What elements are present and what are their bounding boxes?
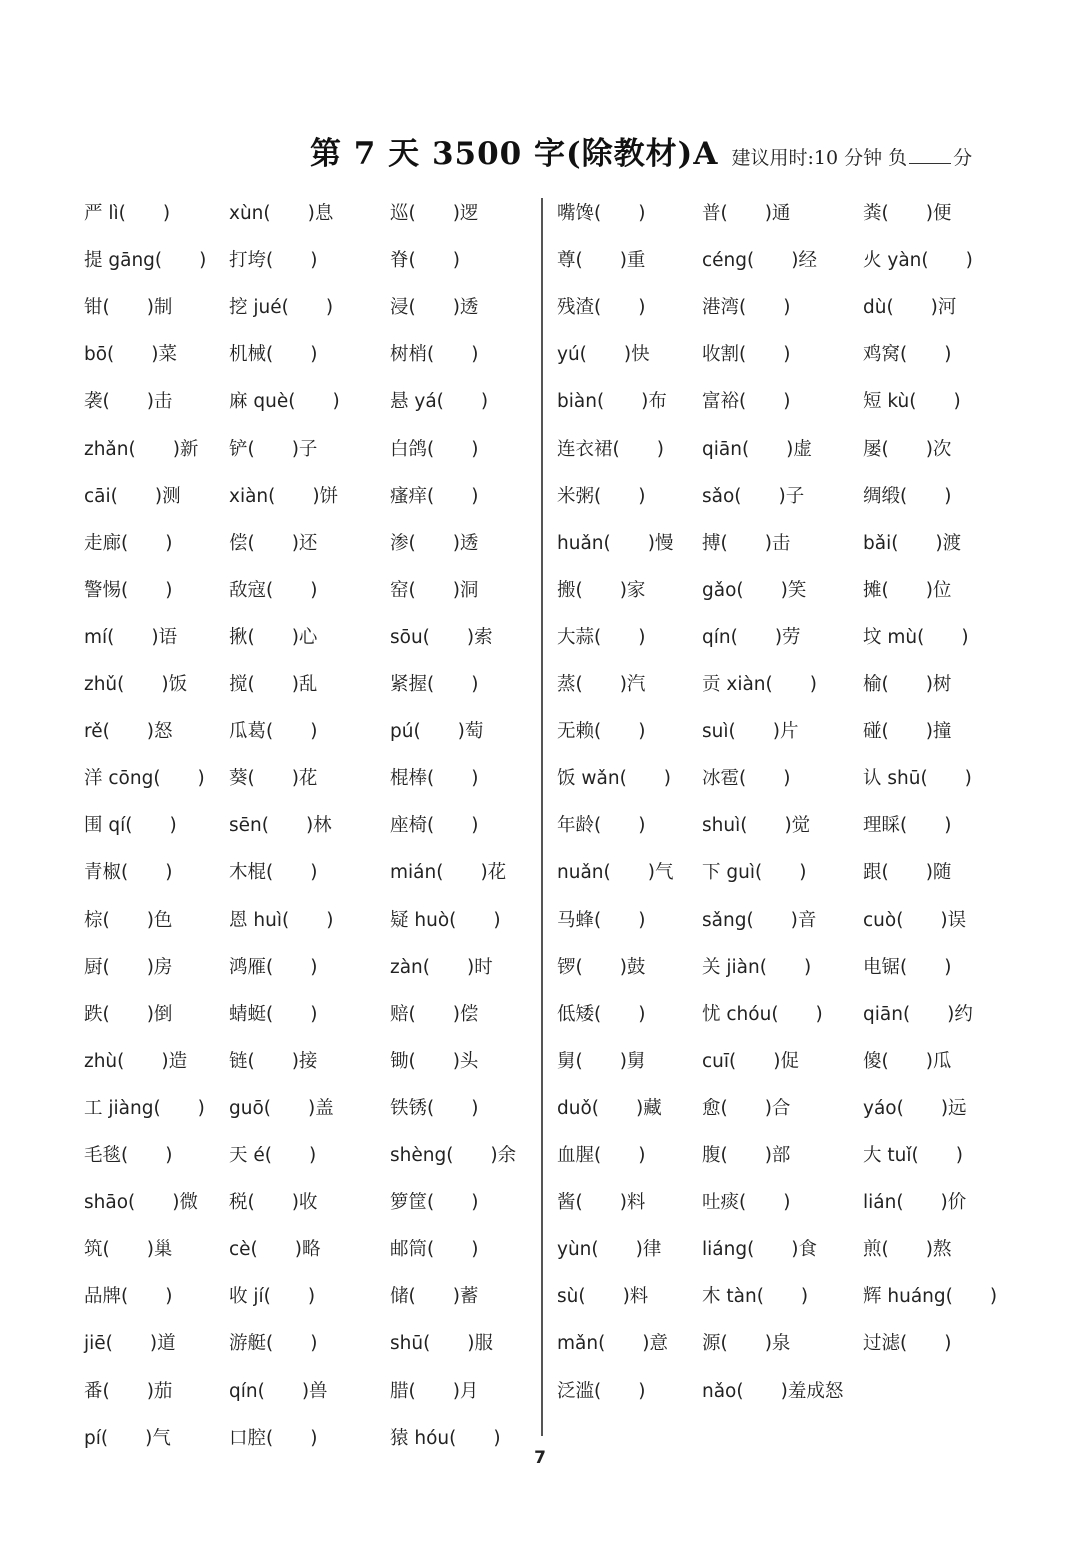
- exercise-item: 蒸( )汽: [557, 674, 646, 695]
- exercise-item: 尊( )重: [557, 250, 646, 272]
- exercise-item: 大蒜( ): [557, 626, 646, 648]
- exercise-item: 坟 mù( ): [863, 626, 969, 648]
- exercise-item: yùn( )律: [557, 1239, 662, 1261]
- exercise-item: 普( )通: [702, 203, 791, 224]
- exercise-item: mí( )语: [84, 626, 178, 648]
- exercise-item: shèng( )余: [390, 1145, 517, 1166]
- exercise-item: gǎo( )笑: [702, 579, 807, 601]
- hint-prefix: 建议用时:10 分钟 负: [731, 147, 908, 169]
- exercise-item: 摊( )位: [863, 579, 952, 601]
- exercise-item: 舅( )舅: [557, 1050, 646, 1072]
- exercise-item: 过滤( ): [863, 1333, 952, 1355]
- exercise-item: cāi( )测: [84, 485, 181, 507]
- exercise-item: 血腥( ): [557, 1145, 646, 1166]
- exercise-item: sōu( )索: [390, 626, 493, 648]
- exercise-item: 恩 huì( ): [229, 909, 334, 931]
- exercise-item: 粪( )便: [863, 203, 952, 224]
- exercise-item: mǎn( )意: [557, 1333, 669, 1355]
- exercise-item: shū( )服: [390, 1333, 494, 1355]
- exercise-item: liáng( )食: [702, 1239, 818, 1261]
- exercise-item: 嘴馋( ): [557, 203, 646, 224]
- exercise-item: 贡 xiàn( ): [702, 674, 817, 695]
- exercise-item: 连衣裙( ): [557, 438, 664, 460]
- exercise-item: 搬( )家: [557, 579, 646, 601]
- exercise-item: qiān( )约: [863, 1003, 973, 1025]
- exercise-item: shāo( )微: [84, 1192, 198, 1214]
- exercise-item: 港湾( ): [702, 297, 791, 319]
- exercise-item: 泛滥( ): [557, 1380, 646, 1402]
- exercise-item: 腊( )月: [390, 1380, 479, 1402]
- column-divider: [541, 198, 543, 1436]
- hint-suffix: 分: [953, 147, 973, 169]
- exercise-item: xiàn( )饼: [229, 485, 339, 507]
- exercise-item: cè( )略: [229, 1239, 321, 1261]
- exercise-item: 瓜葛( ): [229, 721, 318, 743]
- exercise-item: mián( )花: [390, 862, 507, 884]
- exercise-item: 青椒( ): [84, 862, 173, 884]
- exercise-item: 绸缎( ): [863, 485, 952, 507]
- exercise-item: 铲( )子: [229, 438, 318, 460]
- exercise-item: 腹( )部: [702, 1145, 791, 1166]
- exercise-item: yú( )快: [557, 344, 650, 366]
- exercise-item: 棕( )色: [84, 909, 173, 931]
- exercise-item: 电锯( ): [863, 956, 952, 978]
- exercise-item: 葵( )花: [229, 768, 318, 790]
- exercise-item: huǎn( )慢: [557, 532, 674, 554]
- exercise-item: 跟( )随: [863, 862, 952, 884]
- exercise-item: 棍棒( ): [390, 768, 479, 790]
- exercise-item: 马蜂( ): [557, 909, 646, 931]
- exercise-item: 筑( )巢: [84, 1239, 173, 1261]
- page-title: 第 7 天 3500 字(除教材)A: [310, 136, 719, 172]
- exercise-item: sēn( )林: [229, 815, 332, 837]
- exercise-item: jiē( )道: [84, 1333, 176, 1355]
- exercise-item: suì( )片: [702, 721, 799, 743]
- exercise-item: 箩筐( ): [390, 1192, 479, 1214]
- exercise-item: 吐痰( ): [702, 1192, 791, 1214]
- exercise-item: 悬 yá( ): [390, 391, 489, 413]
- exercise-item: 天 é( ): [229, 1145, 317, 1166]
- exercise-item: 储( )蓄: [390, 1286, 479, 1308]
- exercise-item: 麻 què( ): [229, 391, 340, 413]
- exercise-item: dù( )河: [863, 297, 957, 319]
- exercise-item: 饭 wǎn( ): [557, 768, 672, 790]
- exercise-item: 挖 jué( ): [229, 297, 334, 319]
- exercise-item: 窑( )洞: [390, 579, 479, 601]
- exercise-item: zhù( )造: [84, 1050, 188, 1072]
- exercise-item: duǒ( )藏: [557, 1097, 662, 1119]
- exercise-item: 蜻蜓( ): [229, 1003, 318, 1025]
- exercise-item: 愈( )合: [702, 1097, 791, 1119]
- exercise-item: 钳( )制: [84, 297, 173, 319]
- exercise-item: pí( )气: [84, 1427, 171, 1449]
- exercise-item: 榆( )树: [863, 674, 952, 695]
- exercise-item: zhǎn( )新: [84, 438, 199, 460]
- exercise-item: 链( )接: [229, 1050, 318, 1072]
- exercise-item: 打垮( ): [229, 250, 318, 272]
- exercise-item: 机械( ): [229, 344, 318, 366]
- exercise-item: 富裕( ): [702, 391, 791, 413]
- exercise-item: 脊( ): [390, 250, 460, 272]
- exercise-item: 下 guì( ): [702, 862, 807, 884]
- exercise-item: 鸿雁( ): [229, 956, 318, 978]
- exercise-item: 偿( )还: [229, 532, 318, 554]
- exercise-item: zàn( )时: [390, 956, 493, 978]
- exercise-item: 白鸽( ): [390, 438, 479, 460]
- exercise-item: guō( )盖: [229, 1097, 334, 1119]
- exercise-item: sǎo( )子: [702, 485, 805, 507]
- exercise-item: 走廊( ): [84, 532, 173, 554]
- exercise-item: bō( )菜: [84, 344, 177, 366]
- exercise-item: 渗( )透: [390, 532, 479, 554]
- exercise-item: 锣( )鼓: [557, 956, 646, 978]
- exercise-item: 洋 cōng( ): [84, 768, 205, 790]
- exercise-item: 屡( )次: [863, 438, 952, 460]
- exercise-item: 搅( )乱: [229, 674, 318, 695]
- exercise-item: 碰( )撞: [863, 721, 952, 743]
- exercise-item: pú( )萄: [390, 721, 484, 743]
- exercise-item: 锄( )头: [390, 1050, 479, 1072]
- exercise-item: shuì( )觉: [702, 815, 811, 837]
- exercise-item: 番( )茄: [84, 1380, 173, 1402]
- exercise-item: sǎng( )音: [702, 909, 817, 931]
- exercise-item: 短 kù( ): [863, 391, 961, 413]
- exercise-item: 毛毯( ): [84, 1145, 173, 1166]
- exercise-item: 围 qí( ): [84, 815, 177, 837]
- exercise-item: 揪( )心: [229, 626, 318, 648]
- exercise-item: 瘙痒( ): [390, 485, 479, 507]
- exercise-item: 米粥( ): [557, 485, 646, 507]
- exercise-item: 认 shū( ): [863, 768, 972, 790]
- exercise-item: nǎo( )羞成怒: [702, 1380, 844, 1402]
- exercise-item: biàn( )布: [557, 391, 667, 413]
- exercise-item: 木棍( ): [229, 862, 318, 884]
- exercise-item: 口腔( ): [229, 1427, 318, 1449]
- exercise-item: 敌寇( ): [229, 579, 318, 601]
- exercise-item: 收 jí( ): [229, 1286, 316, 1308]
- exercise-item: 袭( )击: [84, 391, 173, 413]
- exercise-item: 座椅( ): [390, 815, 479, 837]
- exercise-item: 跌( )倒: [84, 1003, 173, 1025]
- exercise-item: 厨( )房: [84, 956, 173, 978]
- exercise-item: 警惕( ): [84, 579, 173, 601]
- exercise-item: 收割( ): [702, 344, 791, 366]
- exercise-item: cuī( )促: [702, 1050, 799, 1072]
- exercise-item: 税( )收: [229, 1192, 318, 1214]
- exercise-item: 理睬( ): [863, 815, 952, 837]
- exercise-item: 源( )泉: [702, 1333, 791, 1355]
- exercise-item: 搏( )击: [702, 532, 791, 554]
- exercise-item: zhǔ( )饭: [84, 674, 188, 695]
- exercise-item: 鸡窝( ): [863, 344, 952, 366]
- exercise-item: 提 gāng( ): [84, 250, 207, 272]
- exercise-item: 低矮( ): [557, 1003, 646, 1025]
- exercise-item: yáo( )远: [863, 1097, 967, 1119]
- exercise-item: lián( )价: [863, 1192, 967, 1214]
- exercise-item: qín( )劳: [702, 626, 801, 648]
- exercise-item: 浸( )透: [390, 297, 479, 319]
- exercise-item: 品牌( ): [84, 1286, 173, 1308]
- exercise-item: qiān( )虚: [702, 438, 812, 460]
- exercise-item: 煎( )熬: [863, 1239, 952, 1261]
- exercise-item: cuò( )误: [863, 909, 967, 931]
- exercise-item: 工 jiàng( ): [84, 1097, 205, 1119]
- exercise-item: 铁锈( ): [390, 1097, 479, 1119]
- exercise-item: 大 tuǐ( ): [863, 1145, 963, 1166]
- exercise-item: bǎi( )渡: [863, 532, 962, 554]
- exercise-item: qín( )兽: [229, 1380, 328, 1402]
- exercise-item: 树梢( ): [390, 344, 479, 366]
- exercise-item: sù( )料: [557, 1286, 649, 1308]
- exercise-item: 疑 huò( ): [390, 909, 501, 931]
- exercise-item: 傻( )瓜: [863, 1050, 952, 1072]
- exercise-item: 游艇( ): [229, 1333, 318, 1355]
- exercise-item: 无赖( ): [557, 721, 646, 743]
- exercise-item: nuǎn( )气: [557, 862, 674, 884]
- exercise-item: 酱( )料: [557, 1192, 646, 1214]
- exercise-item: rě( )怒: [84, 721, 173, 743]
- page-number: 7: [534, 1448, 546, 1468]
- exercise-item: 巡( )逻: [390, 203, 479, 224]
- exercise-item: 赔( )偿: [390, 1003, 479, 1025]
- exercise-item: 严 lì( ): [84, 203, 171, 224]
- exercise-item: 残渣( ): [557, 297, 646, 319]
- exercise-item: 邮筒( ): [390, 1239, 479, 1261]
- exercise-item: 冰雹( ): [702, 768, 791, 790]
- exercise-item: 忧 chóu( ): [702, 1003, 823, 1025]
- exercise-item: 火 yàn( ): [863, 250, 973, 272]
- exercise-item: 辉 huáng( ): [863, 1286, 998, 1308]
- exercise-item: xùn( )息: [229, 203, 334, 224]
- exercise-item: 木 tàn( ): [702, 1286, 809, 1308]
- exercise-item: 紧握( ): [390, 674, 479, 695]
- exercise-item: 年龄( ): [557, 815, 646, 837]
- exercise-item: céng( )经: [702, 250, 817, 272]
- exercise-item: 关 jiàn( ): [702, 956, 812, 978]
- exercise-item: 猿 hóu( ): [390, 1427, 501, 1449]
